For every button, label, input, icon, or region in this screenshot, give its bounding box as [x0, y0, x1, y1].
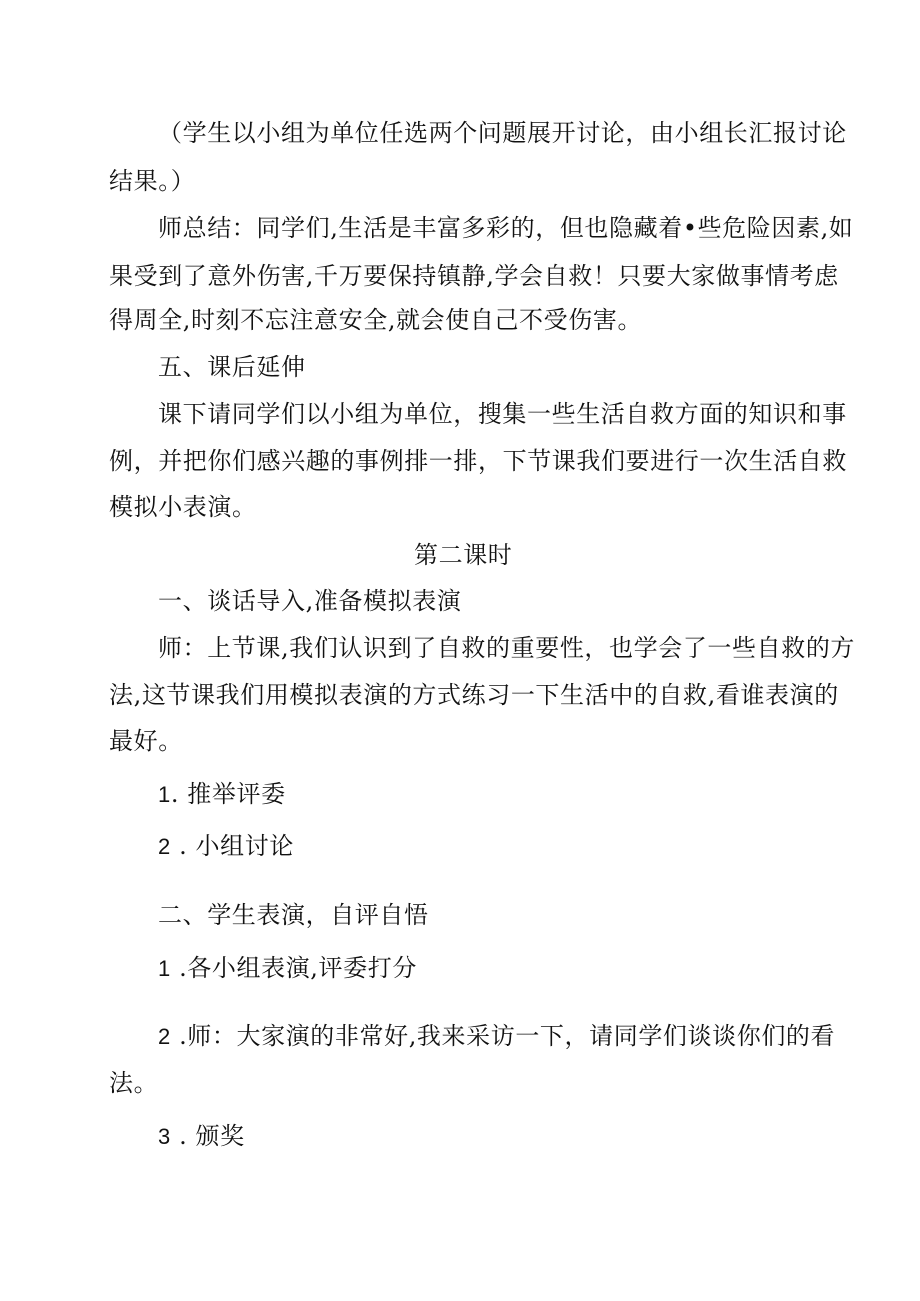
- item-text: . 小组讨论: [170, 832, 294, 860]
- part-1-heading: 一、谈话导入,准备模拟表演: [158, 587, 462, 615]
- homework-line-1: 课下请同学们以小组为单位，搜集一些生活自救方面的知识和事: [158, 400, 847, 428]
- teacher-intro-line-1: 师：上节课,我们认识到了自救的重要性，也学会了一些自救的方: [158, 634, 856, 662]
- teacher-summary-line-3: 得周全,时刻不忘注意安全,就会使自己不受伤害。: [109, 306, 643, 334]
- lesson-2-title: 第二课时: [414, 541, 513, 569]
- item-number: 2: [158, 834, 171, 859]
- teacher-summary-line-2: 果受到了意外伤害,千万要保持镇静,学会自救！只要大家做事情考虑: [109, 262, 839, 290]
- section-5-heading: 五、课后延伸: [158, 353, 306, 381]
- item-text: .各小组表演,评委打分: [170, 954, 417, 982]
- part-2-heading: 二、学生表演，自评自悟: [158, 901, 429, 929]
- part-1-item-2: [158, 831, 294, 862]
- part-2-item-1: [158, 953, 417, 984]
- part-1-item-1: [158, 779, 286, 810]
- item-number: 2: [158, 1024, 171, 1049]
- item-text: . 颁奖: [170, 1122, 245, 1150]
- teacher-summary-line-1: 师总结：同学们,生活是丰富多彩的，但也隐藏着•些危险因素,如: [158, 214, 854, 242]
- part-2-item-3: [158, 1121, 245, 1152]
- teacher-intro-line-3: 最好。: [109, 727, 183, 755]
- item-text: . 推举评委: [170, 780, 286, 808]
- teacher-intro-line-2: 法,这节课我们用模拟表演的方式练习一下生活中的自救,看谁表演的: [109, 681, 839, 709]
- item-text: .师：大家演的非常好,我来采访一下，请同学们谈谈你们的看: [170, 1022, 836, 1050]
- item-number: 1: [158, 956, 171, 981]
- item-text: 法。: [109, 1069, 159, 1097]
- part-2-item-2-continuation: [109, 1068, 158, 1098]
- part-2-item-2: [158, 1021, 835, 1052]
- homework-line-2: 例，并把你们感兴趣的事例排一排，下节课我们要进行一次生活自救: [109, 447, 847, 475]
- discussion-note-line-2: 结果。）: [109, 167, 196, 195]
- item-number: 3: [158, 1124, 171, 1149]
- homework-line-3: 模拟小表演。: [109, 493, 257, 521]
- item-number: 1: [158, 782, 171, 807]
- discussion-note-line-1: （学生以小组为单位任选两个问题展开讨论，由小组长汇报讨论: [158, 119, 847, 147]
